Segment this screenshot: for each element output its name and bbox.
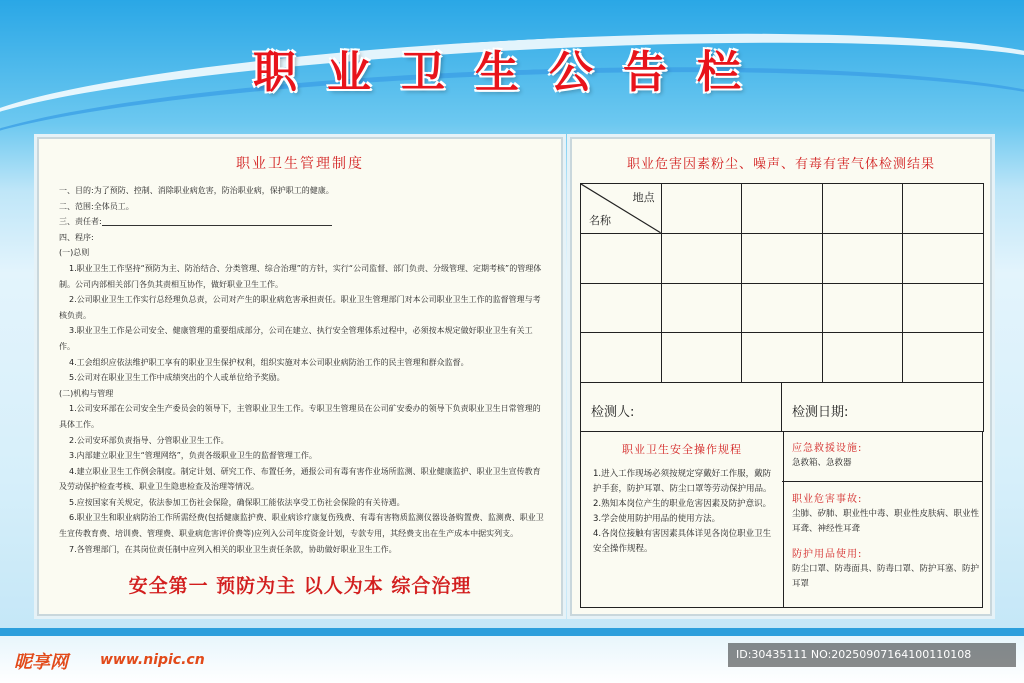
- text-line: (一)总则: [59, 248, 90, 258]
- text-line: 四、程序:: [59, 232, 94, 242]
- location-label: 地点: [632, 191, 655, 204]
- table-cell[interactable]: [581, 233, 662, 283]
- table-cell[interactable]: [822, 233, 903, 283]
- table-cell[interactable]: [581, 283, 662, 333]
- footer-band: [0, 628, 1024, 636]
- regulation-text: [59, 183, 547, 557]
- table-cell[interactable]: [661, 333, 742, 383]
- name-label: 名称: [589, 213, 611, 227]
- table-cell[interactable]: [581, 333, 662, 383]
- table-cell[interactable]: [903, 184, 984, 234]
- text-line: 4.建立职业卫生工作例会制度。制定计划、研究工作、布置任务，通报公司有毒有害作业场所监测、职业健康监护、职业卫生宣传教育及劳动保护检查考核、职业卫生隐患检查及治理等情况。: [59, 466, 541, 492]
- text-line: 二、范围:全体员工。: [59, 201, 134, 211]
- hazard-heading: 职业危害事故:: [792, 494, 863, 505]
- ppe-text: 防尘口罩、防毒面具、防毒口罩、防护耳塞、防护耳罩: [792, 564, 980, 589]
- table-cell[interactable]: [742, 333, 823, 383]
- emergency-text: 急救箱、急救器: [792, 458, 852, 468]
- management-system-panel: [37, 137, 563, 616]
- text-line: 3.职业卫生工作是公司安全、健康管理的重要组成部分，公司在建立、执行安全管理体系过程中，必须按本规定做好职业卫生有关工作。: [59, 326, 533, 351]
- ops-heading: 职业卫生安全操作规程: [622, 443, 742, 456]
- ppe-heading: 防护用品使用:: [792, 549, 863, 560]
- table-cell[interactable]: [903, 333, 984, 383]
- list-item: 2.熟知本岗位产生的职业危害因素及防护意识。: [593, 499, 772, 509]
- list-item: 4.各岗位接触有害因素具体详见各岗位职业卫生安全操作规程。: [593, 529, 772, 554]
- text-line: 2.公司安环部负责指导、分管职业卫生工作。: [69, 435, 229, 445]
- list-item: 1.进入工作现场必须按规定穿戴好工作服，戴防护手套，防护耳罩、防尘口罩等劳动保护用品。: [593, 469, 772, 494]
- table-cell[interactable]: [822, 283, 903, 333]
- text-line: 4.工会组织应依法维护职工享有的职业卫生保护权利，组织实施对本公司职业病防治工作的民主管理和群众监督。: [69, 357, 469, 367]
- page-title: 职业卫生公告栏: [253, 47, 771, 98]
- inspection-results-panel: [570, 137, 992, 616]
- blank-underline: [102, 217, 332, 226]
- hazard-text: 尘肺、矽肺、职业性中毒、职业性皮肤病、职业性耳聋、神经性耳聋: [792, 509, 980, 534]
- text-line: 5.应按国家有关规定，依法参加工伤社会保险，确保职工能依法享受工伤社会保险的有关待遇。: [69, 497, 405, 507]
- text-line: 5.公司对在职业卫生工作中成绩突出的个人或单位给予奖励。: [69, 373, 285, 383]
- table-cell[interactable]: [661, 283, 742, 333]
- inspection-info-row: [580, 383, 984, 432]
- table-cell[interactable]: [742, 233, 823, 283]
- inspection-date-label: 检测日期:: [792, 405, 849, 420]
- ppe-section: [782, 537, 982, 592]
- text-line: 1.公司安环部在公司安全生产委员会的领导下，主管职业卫生工作。专职卫生管理员在公司矿安委办的领导下负责职业卫生日常管理的具体工作。: [59, 404, 541, 429]
- emergency-section: [782, 431, 982, 482]
- table-cell[interactable]: [903, 283, 984, 333]
- site-logo[interactable]: 昵享网: [14, 652, 68, 673]
- site-url[interactable]: www.nipic.cn: [100, 652, 205, 668]
- table-cell[interactable]: [903, 233, 984, 283]
- image-id-label: ID:30435111 NO:20250907164100110108: [728, 643, 1016, 667]
- table-cell[interactable]: [742, 283, 823, 333]
- results-table: [580, 183, 984, 383]
- text-line: 1.职业卫生工作坚持“预防为主、防治结合、分类管理、综合治理”的方针，实行“公司监督、部门负责、分级管理、定期考核”的管理体制。公司内部相关部门各负其责相互协作，做好职业卫生工作。: [59, 263, 542, 289]
- text-line: 一、目的:为了预防、控制、消除职业病危害，防治职业病，保护职工的健康。: [59, 186, 334, 195]
- table-cell[interactable]: [661, 184, 742, 234]
- text-line: 3.内部建立职业卫生“管理网络”，负责各级职业卫生的监督管理工作。: [69, 451, 317, 461]
- safety-operation-procedure: [580, 431, 784, 608]
- table-cell[interactable]: [661, 233, 742, 283]
- panel-heading: 职业危害因素粉尘、噪声、有毒有害气体检测结果: [626, 157, 935, 172]
- list-item: 3.学会使用防护用品的使用方法。: [593, 514, 721, 524]
- text-line: 2.公司职业卫生工作实行总经理负总责，公司对产生的职业病危害承担责任。职业卫生管理部门对本公司职业卫生工作的监督管理与考核负责。: [59, 295, 541, 320]
- safety-slogan: 安全第一 预防为主 以人为本 综合治理: [128, 575, 472, 597]
- info-column: [782, 431, 983, 608]
- ops-list: [593, 467, 773, 557]
- table-cell[interactable]: [822, 184, 903, 234]
- text-line: (二)机构与管理: [59, 388, 114, 398]
- text-line: 6.职业卫生和职业病防治工作所需经费(包括健康监护费、职业病诊疗康复伤残费、有毒有害物质监测仪器设备购置费、监测费、职业卫生宣传教育费、培训费、管理费、职业病危害评价费等)应列入公司年度资金计划，专款专用，其经费支出在生产成本中据实列支。: [59, 513, 544, 539]
- text-line: 三、责任者:: [59, 214, 547, 230]
- hazard-section: [782, 482, 982, 537]
- table-corner-cell: [581, 184, 662, 234]
- text-line: 7.各管理部门，在其岗位责任制中应列入相关的职业卫生责任条款，协助做好职业卫生工作。: [69, 544, 397, 554]
- table-cell[interactable]: [822, 333, 903, 383]
- table-cell[interactable]: [742, 184, 823, 234]
- inspector-label: 检测人:: [581, 383, 782, 431]
- panel-heading: 职业卫生管理制度: [236, 156, 364, 172]
- emergency-heading: 应急救援设施:: [792, 443, 863, 454]
